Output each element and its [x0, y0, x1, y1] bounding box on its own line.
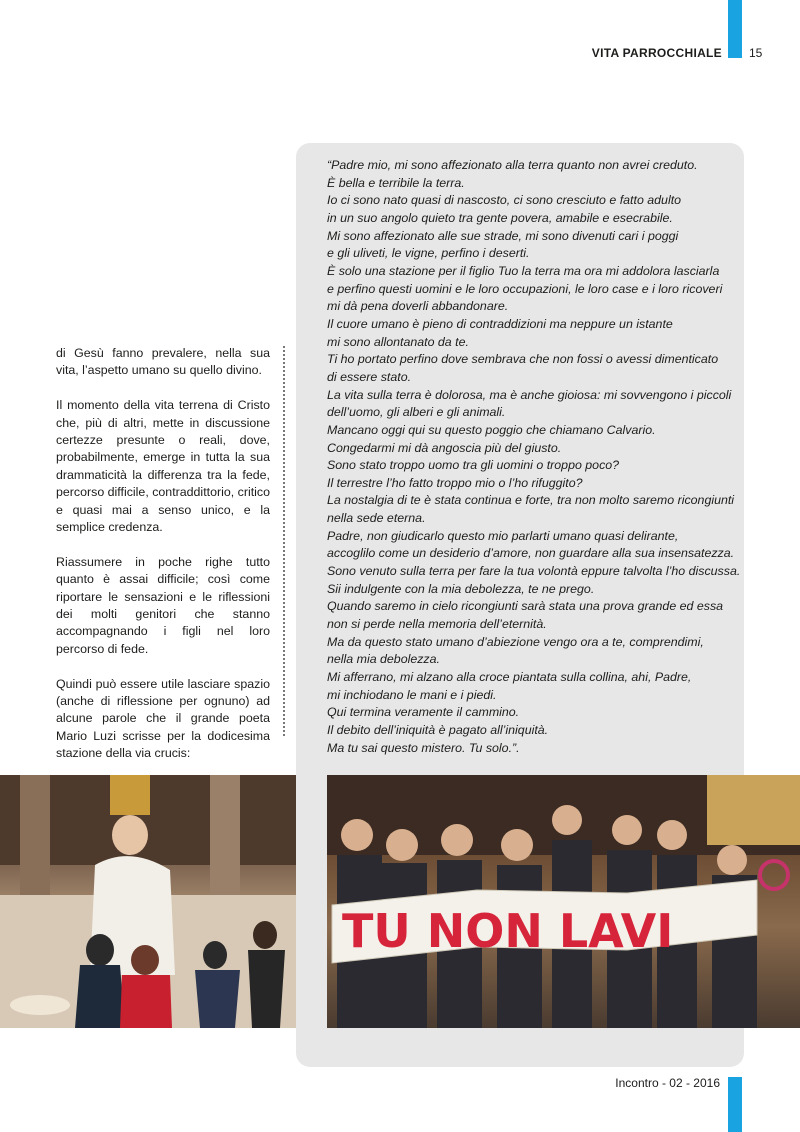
poem-line: Ma tu sai questo mistero. Tu solo.”.	[327, 740, 520, 755]
poem-line: La vita sulla terra è dolorosa, ma è anche gioiosa: mi sovvengono i piccoli	[327, 387, 732, 402]
paragraph: di Gesù fanno prevalere, nella sua vita, l’aspetto umano su quello divino.	[56, 346, 270, 378]
poem-line: nella sede eterna.	[327, 511, 426, 526]
poem-line: Mi sono affezionato alle sue strade, mi sono divenuti cari i poggi	[327, 228, 679, 243]
poem-line: “Padre mio, mi sono affezionato alla terra quanto non avrei creduto.	[327, 158, 698, 172]
poem-line: Ti ho portato perfino dove sembrava che non fossi o avessi dimenticato	[327, 352, 719, 367]
poem-line: Ma da questo stato umano d’abiezione vengo ora a te, comprendimi,	[327, 634, 704, 649]
poem-line: e gli uliveti, le vigne, perfino i deserti.	[327, 246, 530, 261]
poem-line: Sii indulgente con la mia debolezza, te ne prego.	[327, 581, 595, 596]
issue-footer: Incontro - 02 - 2016	[615, 1076, 720, 1090]
poem-line: Quando saremo in cielo ricongiunti sarà stata una prova grande ed essa	[327, 599, 724, 614]
accent-bar-top	[728, 0, 742, 58]
poem-line: Io ci sono nato quasi di nascosto, ci sono cresciuto e fatto adulto	[327, 193, 682, 208]
poem-line: e perfino questi uomini e le loro occupazioni, le loro case e i loro ricoveri	[327, 281, 723, 296]
poem-line: Il terrestre l’ho fatto troppo mio o l’ho rifuggito?	[327, 475, 583, 490]
photo-children-with-banner	[327, 775, 800, 1028]
paragraph: Riassumere in poche righe tutto quanto è assai difficile; così come riportare le sensazioni e le riflessioni dei molti genitori che stanno accompagnando i figli nel loro percorso di fede.	[56, 554, 270, 656]
poem-line: Mi afferrano, mi alzano alla croce piantata sulla collina, ahi, Padre,	[327, 670, 692, 685]
poem-line: mi dà pena doverli abbandonare.	[327, 299, 509, 314]
poem-line: dell’uomo, gli alberi e gli animali.	[327, 405, 506, 420]
poem-line: Sono stato troppo uomo tra gli uomini o troppo poco?	[327, 458, 620, 473]
poem-line: Congedarmi mi dà angoscia più del giusto.	[327, 440, 562, 455]
poem-line: La nostalgia di te è stata continua e forte, tra non molto saremo ricongiunti	[327, 493, 735, 508]
page-number: 15	[749, 46, 763, 60]
photo-left-illustration	[0, 775, 296, 1028]
poem-line: nella mia debolezza.	[327, 652, 440, 667]
poem-line: di essere stato.	[327, 369, 412, 384]
column-divider	[283, 346, 285, 736]
poem-line: È bella e terribile la terra.	[327, 175, 465, 190]
poem-line: È solo una stazione per il figlio Tuo la terra ma ora mi addolora lasciarla	[327, 263, 720, 278]
section-title: VITA PARROCCHIALE	[591, 46, 722, 60]
poem-line: Sono venuto sulla terra per fare la tua volontà eppure talvolta l’ho discussa.	[327, 564, 741, 579]
poem-line: non si perde nella memoria dell’eternità.	[327, 617, 547, 632]
accent-bar-bottom	[728, 1077, 742, 1132]
paragraph: Quindi può essere utile lasciare spazio (anche di riflessione per ognuno) ad alcune parole che il grande poeta Mario Luzi scrisse per la dodicesima stazione della via crucis:	[56, 676, 270, 761]
photo-right-illustration	[327, 775, 800, 1028]
left-article-column	[56, 345, 270, 780]
poem-line: Il debito dell’iniquità è pagato all’iniquità.	[327, 723, 549, 737]
photo-priest-blessing-bread	[0, 775, 296, 1028]
poem-line: Il cuore umano è pieno di contraddizioni ma neppure un istante	[327, 316, 673, 331]
poem-line: in un suo angolo quieto tra gente povera, amabile e esecrabile.	[327, 210, 673, 225]
poem-line: Qui termina veramente il cammino.	[327, 705, 520, 720]
poem-line: Padre, non giudicarlo questo mio parlarti umano quasi delirante,	[327, 528, 679, 543]
banner-text: TU NON LAVI	[342, 904, 674, 958]
poem-line: mi inchiodano le mani e i piedi.	[327, 687, 497, 702]
poem-line: accoglilo come un desiderio d’amore, non guardare alla sua insensatezza.	[327, 546, 735, 561]
paragraph: Il momento della vita terrena di Cristo che, più di altri, mette in discussione certezze presunte o reali, dove, probabilmente, emerge in tutta la sua drammaticità la differenza tra la fede, percorso difficile, contraddittorio, critico e quasi mai a senso unico, e la semplice credenza.	[56, 398, 270, 535]
poem-line: Mancano oggi qui su questo poggio che chiamano Calvario.	[327, 422, 656, 437]
poem-line: mi sono allontanato da te.	[327, 334, 469, 349]
poem-text	[327, 157, 741, 757]
